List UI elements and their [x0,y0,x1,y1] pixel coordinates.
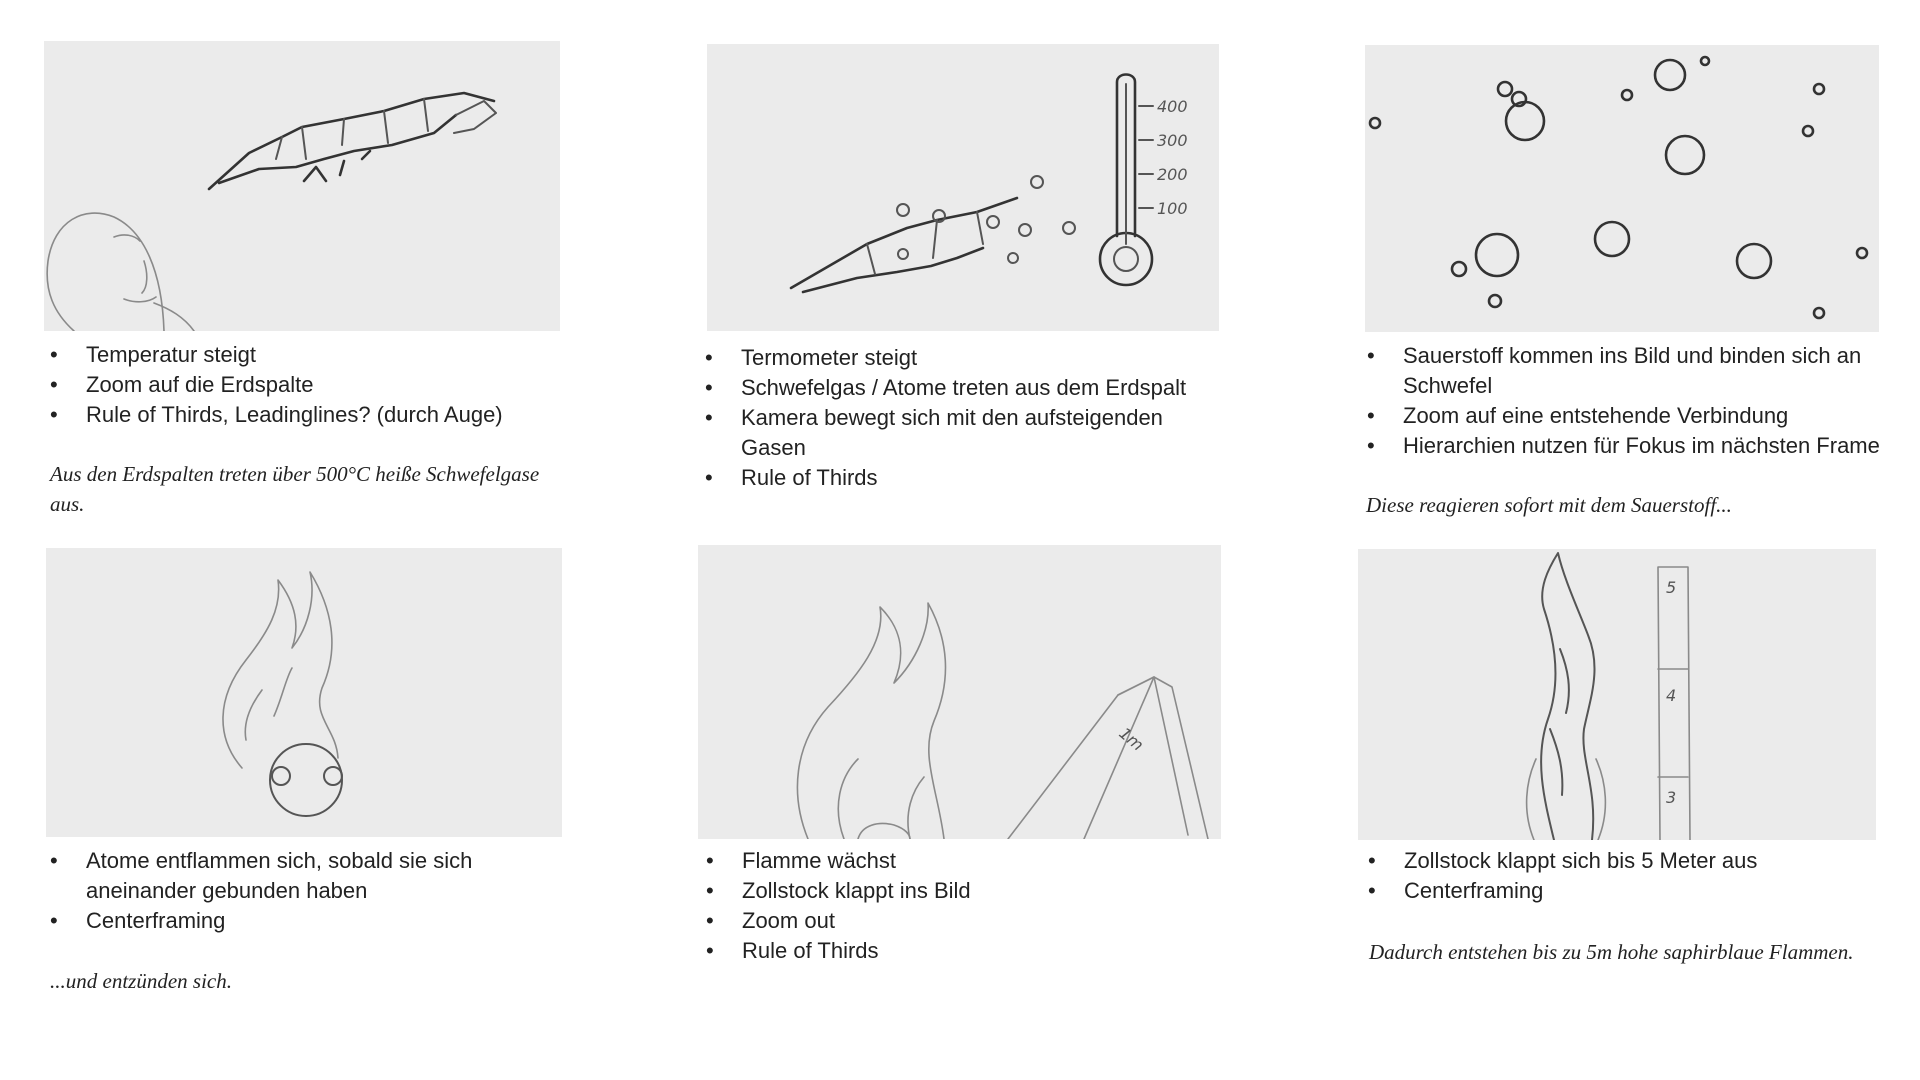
storyboard-frame-6-sketch [1358,549,1876,840]
thermometer-crack-sketch [707,44,1219,331]
frame-2-bullet: • Kamera bewegt sich mit den aufsteigenden Gasen [703,403,1223,463]
frame-5-bullet: • Flamme wächst [704,846,1224,876]
frame-3-caption: Diese reagieren sofort mit dem Sauerstoff... [1366,493,1732,517]
frame-1-bullet: • Rule of Thirds, Leadinglines? (durch Auge) [48,400,568,430]
frame-5-bullet: • Rule of Thirds [704,936,1224,966]
thermometer-label-200: 200 [1157,165,1188,184]
sulfur-oxygen-atoms-sketch [1365,45,1879,332]
frame-3-bullet: • Sauerstoff kommen ins Bild und binden sich an Schwefel [1365,341,1895,401]
frame-2-bullet-list [703,343,1223,493]
ruler-mark-3: 3 [1666,788,1677,807]
frame-6-bullet-list [1366,846,1896,906]
frame-1-bullet: • Zoom auf die Erdspalte [48,370,568,400]
frame-6-bullet: • Centerframing [1366,876,1896,906]
frame-3-bullet-list [1365,341,1895,461]
frame-4-bullet: • Atome entflammen sich, sobald sie sich aneinander gebunden haben [48,846,568,906]
thermometer-label-300: 300 [1157,131,1188,150]
thermometer-label-400: 400 [1157,97,1188,116]
frame-4-bullet: • Centerframing [48,906,568,936]
frame-2-bullet: • Termometer steigt [703,343,1223,373]
frame-6-bullet: • Zollstock klappt sich bis 5 Meter aus [1366,846,1896,876]
ruler-mark-4: 4 [1666,686,1677,705]
frame-6-caption: Dadurch entstehen bis zu 5m hohe saphirblaue Flammen. [1369,940,1854,964]
storyboard-frame-3-sketch [1365,45,1879,332]
tall-flame-ruler-sketch [1358,549,1876,840]
storyboard-frame-1-sketch [44,41,560,331]
ruler-mark-5: 5 [1666,578,1677,597]
frame-1-bullet: • Temperatur steigt [48,340,568,370]
frame-4-caption: ...und entzünden sich. [50,969,232,993]
frame-2-bullet: • Schwefelgas / Atome treten aus dem Erdspalt [703,373,1223,403]
earth-crack-face-sketch [44,41,560,331]
frame-5-bullet-list [704,846,1224,966]
storyboard-frame-5-sketch [698,545,1221,839]
igniting-atoms-sketch [46,548,562,837]
frame-1-bullet-list [48,340,568,430]
frame-5-bullet: • Zollstock klappt ins Bild [704,876,1224,906]
frame-4-bullet-list [48,846,568,936]
frame-5-bullet: • Zoom out [704,906,1224,936]
frame-1-caption: Aus den Erdspalten treten über 500°C heiße Schwefelgase aus. [50,462,540,516]
flame-ruler-sketch [698,545,1221,839]
frame-3-bullet: • Zoom auf eine entstehende Verbindung [1365,401,1895,431]
storyboard-frame-2-sketch [707,44,1219,331]
ruler-label: 1m [1115,723,1148,755]
frame-3-bullet: • Hierarchien nutzen für Fokus im nächsten Frame [1365,431,1895,461]
thermometer-label-100: 100 [1157,199,1188,218]
frame-2-bullet: • Rule of Thirds [703,463,1223,493]
storyboard-frame-4-sketch [46,548,562,837]
